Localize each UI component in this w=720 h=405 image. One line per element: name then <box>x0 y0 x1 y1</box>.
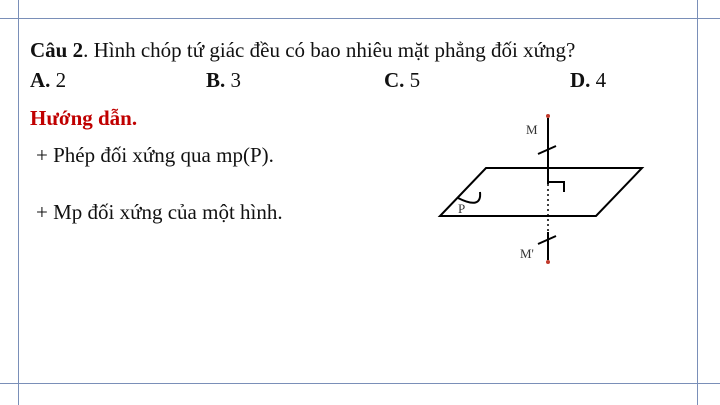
answer-d-value: 4 <box>590 68 607 92</box>
label-p: P <box>458 201 466 216</box>
answer-b-value: 3 <box>225 68 242 92</box>
answer-b-letter: B. <box>206 68 226 92</box>
guide-line-right <box>697 0 698 405</box>
answer-c-letter: C. <box>384 68 405 92</box>
question-text: . Hình chóp tứ giác đều có bao nhiêu mặt phẳng đối xứng? <box>83 38 576 62</box>
guide-title: Hướng dẫn. <box>30 106 138 130</box>
answer-a <box>30 68 66 93</box>
label-m-prime: M' <box>520 246 534 261</box>
plane-p <box>440 168 642 216</box>
guide-line-bottom <box>0 383 720 384</box>
answer-d <box>570 68 606 93</box>
question-line <box>30 38 575 63</box>
question-number: Câu 2 <box>30 38 84 62</box>
point-m <box>546 114 550 118</box>
answer-a-value: 2 <box>50 68 67 92</box>
symmetry-plane-diagram <box>430 110 660 270</box>
answer-c <box>384 68 420 93</box>
label-m: M <box>526 122 538 137</box>
hint-reflection-plane: + Phép đối xứng qua mp(P). <box>36 143 274 167</box>
answer-c-value: 5 <box>404 68 421 92</box>
answer-d-letter: D. <box>570 68 591 92</box>
answer-b <box>206 68 241 93</box>
guide-line-top <box>0 18 720 19</box>
point-m-prime <box>546 260 550 264</box>
answer-a-letter: A. <box>30 68 51 92</box>
guide-line-left <box>18 0 19 405</box>
right-angle-mark <box>548 182 564 192</box>
hint-symmetry-plane: + Mp đối xứng của một hình. <box>36 200 283 224</box>
